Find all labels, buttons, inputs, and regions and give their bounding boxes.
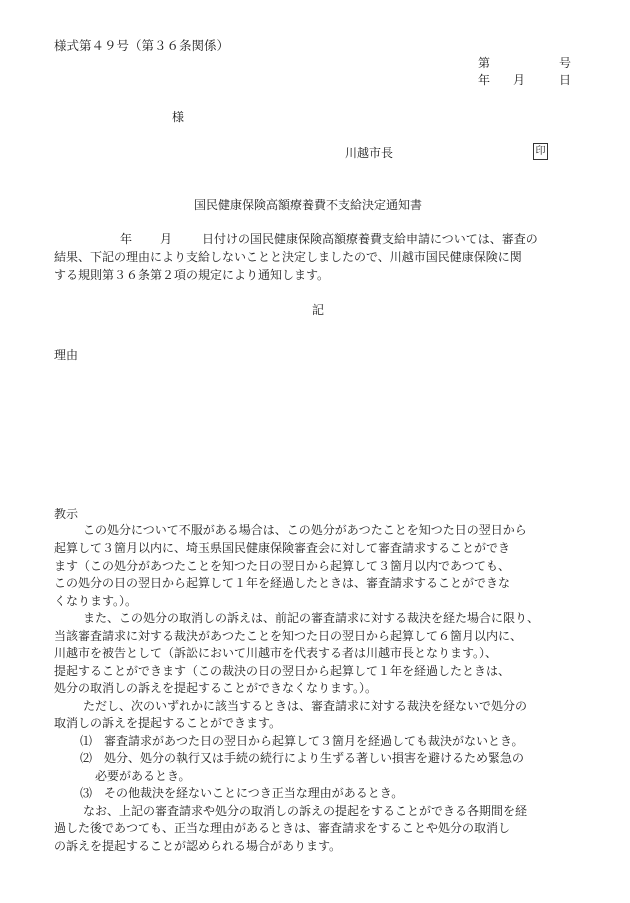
intro-year-label: 年 — [120, 232, 133, 246]
instruction-line: 過した後であつても、正当な理由があるときは、審査請求をすることや処分の取消し — [54, 821, 511, 835]
instruction-line: 川越市を被告として（訴訟において川越市を代表する者は川越市長となります。）、 — [54, 646, 498, 660]
instruction-item-2: ⑵ 処分、処分の執行又は手続の続行により生ずる著しい損害を避けるため緊急の — [80, 751, 525, 765]
intro-line-3: する規則第３６条第２項の規定により通知します。 — [54, 268, 330, 282]
instruction-line: 当該審査請求に対する裁決があつたことを知つた日の翌日から起算して６箇月以内に、 — [54, 629, 523, 643]
instruction-line: この処分について不服がある場合は、この処分があつたことを知つた日の翌日から — [83, 523, 527, 537]
date-day-label: 日 — [559, 73, 572, 87]
form-number: 様式第４９号（第３６条関係） — [54, 38, 230, 53]
instruction-line: くなります。）。 — [54, 594, 138, 608]
seal-mark: 印 — [533, 143, 548, 160]
instruction-line: また、この処分の取消しの訴えは、前記の審査請求に対する裁決を経た場合に限り、 — [83, 611, 540, 625]
issuer-name: 川越市長 — [345, 146, 394, 160]
reason-label: 理由 — [54, 348, 79, 362]
ki-heading: 記 — [312, 303, 325, 317]
instruction-line: 処分の取消しの訴えを提起することができなくなります。）。 — [54, 681, 378, 695]
instruction-label: 教示 — [54, 507, 79, 521]
instruction-line: 起算して３箇月以内に、埼玉県国民健康保険審査会に対して審査請求することができ — [54, 541, 511, 555]
intro-line-2: 結果、下記の理由により支給しないことと決定しましたので、川越市国民健康保険に関 — [54, 250, 522, 264]
instruction-item-2-continued: 必要があるとき。 — [95, 769, 191, 783]
instruction-item-1: ⑴ 審査請求があつた日の翌日から起算して３箇月を経過しても裁決がないとき。 — [80, 734, 524, 748]
intro-month-label: 月 — [160, 232, 173, 246]
instruction-line: 提起することができます（この裁決の日の翌日から起算して１年を経過したときは、 — [54, 664, 511, 678]
date-month-label: 月 — [513, 73, 526, 87]
document-title: 国民健康保険高額療養費不支給決定通知書 — [194, 198, 423, 212]
addressee-suffix: 様 — [172, 110, 185, 124]
intro-line-1-text: 日付けの国民健康保険高額療養費支給申請については、審査の — [202, 232, 538, 246]
instruction-line: ただし、次のいずれかに該当するときは、審査請求に対する裁決を経ないで処分の — [83, 699, 528, 713]
document-number-suffix: 号 — [559, 56, 572, 70]
instruction-line: この処分の日の翌日から起算して１年を経過したときは、審査請求することができな — [54, 576, 511, 590]
instruction-line: なお、上記の審査請求や処分の取消しの訴えの提起をすることができる各期間を経 — [83, 804, 528, 818]
instruction-line: の訴えを提起することが認められる場合があります。 — [54, 839, 342, 853]
instruction-line: ます（この処分があつたことを知つた日の翌日から起算して３箇月以内であつても、 — [54, 559, 511, 573]
document-number-prefix: 第 — [478, 56, 491, 70]
instruction-line: 取消しの訴えを提起することができます。 — [54, 716, 282, 730]
date-year-label: 年 — [478, 73, 491, 87]
instruction-item-3: ⑶ その他裁決を経ないことにつき正当な理由があるとき。 — [80, 786, 404, 800]
